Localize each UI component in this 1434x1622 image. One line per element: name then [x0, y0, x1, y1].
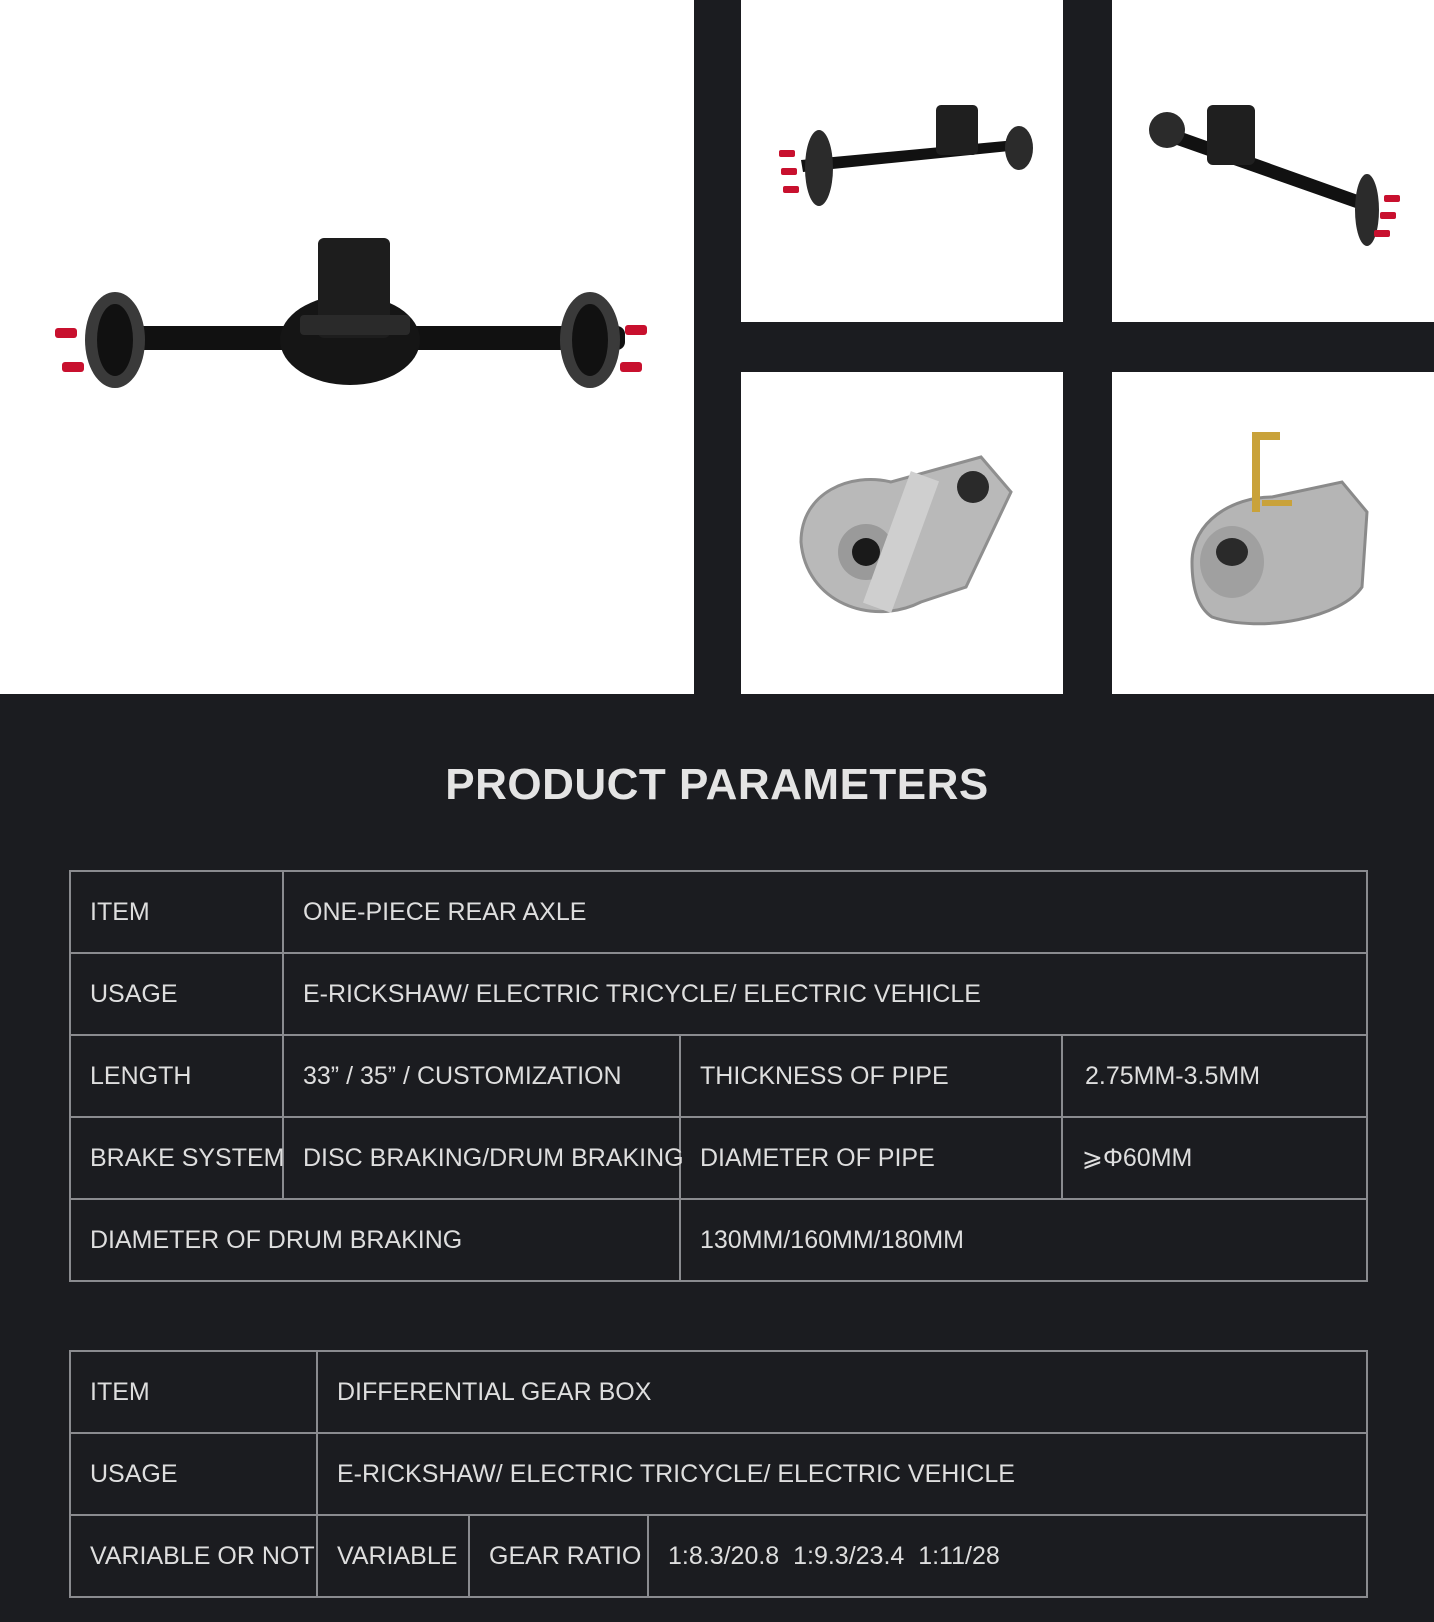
usage-label: USAGE — [70, 953, 283, 1035]
item-value: DIFFERENTIAL GEAR BOX — [317, 1351, 1367, 1433]
table-row — [70, 1035, 1367, 1117]
gearbox-thumbnail-icon — [1112, 372, 1434, 694]
variable-value: VARIABLE — [317, 1515, 469, 1597]
ratio-label: GEAR RATIO — [469, 1515, 648, 1597]
length-label: LENGTH — [70, 1035, 283, 1117]
drum-value: 130MM/160MM/180MM — [680, 1199, 1367, 1281]
gearbox-thumbnail-icon — [741, 372, 1063, 694]
ratio-value: 1:8.3/20.8 1:9.3/23.4 1:11/28 — [648, 1515, 1367, 1597]
usage-value: E-RICKSHAW/ ELECTRIC TRICYCLE/ ELECTRIC VEHICLE — [283, 953, 1367, 1035]
gearbox-parameters-table — [69, 1350, 1368, 1598]
brake-value: DISC BRAKING/DRUM BRAKING — [283, 1117, 680, 1199]
thumbnail-gearbox-side[interactable] — [741, 372, 1063, 694]
table-row — [70, 1199, 1367, 1281]
brake-label: BRAKE SYSTEM — [70, 1117, 283, 1199]
diameter-pipe-value: ⩾Φ60MM — [1062, 1117, 1367, 1199]
item-value: ONE-PIECE REAR AXLE — [283, 871, 1367, 953]
main-product-image[interactable] — [0, 0, 694, 694]
thickness-value: 2.75MM-3.5MM — [1062, 1035, 1367, 1117]
thumbnail-gearbox-angled[interactable] — [1112, 372, 1434, 694]
usage-label: USAGE — [70, 1433, 317, 1515]
variable-label: VARIABLE OR NOT — [70, 1515, 317, 1597]
product-gallery — [0, 0, 1434, 694]
drum-label: DIAMETER OF DRUM BRAKING — [70, 1199, 680, 1281]
table-row — [70, 953, 1367, 1035]
table-row — [70, 1117, 1367, 1199]
section-title: PRODUCT PARAMETERS — [445, 760, 989, 809]
table-row — [70, 871, 1367, 953]
table-row — [70, 1351, 1367, 1433]
table-row — [70, 1515, 1367, 1597]
rear-axle-thumbnail-icon — [1112, 0, 1434, 322]
usage-value: E-RICKSHAW/ ELECTRIC TRICYCLE/ ELECTRIC VEHICLE — [317, 1433, 1367, 1515]
item-label: ITEM — [70, 1351, 317, 1433]
thickness-label: THICKNESS OF PIPE — [680, 1035, 1062, 1117]
rear-axle-illustration — [0, 0, 694, 694]
rear-axle-thumbnail-icon — [741, 0, 1063, 322]
thumbnail-axle-right[interactable] — [1112, 0, 1434, 322]
thumbnail-axle-left[interactable] — [741, 0, 1063, 322]
rear-axle-parameters-table — [69, 870, 1368, 1282]
diameter-pipe-label: DIAMETER OF PIPE — [680, 1117, 1062, 1199]
item-label: ITEM — [70, 871, 283, 953]
table-row — [70, 1433, 1367, 1515]
length-value: 33” / 35” / CUSTOMIZATION — [283, 1035, 680, 1117]
